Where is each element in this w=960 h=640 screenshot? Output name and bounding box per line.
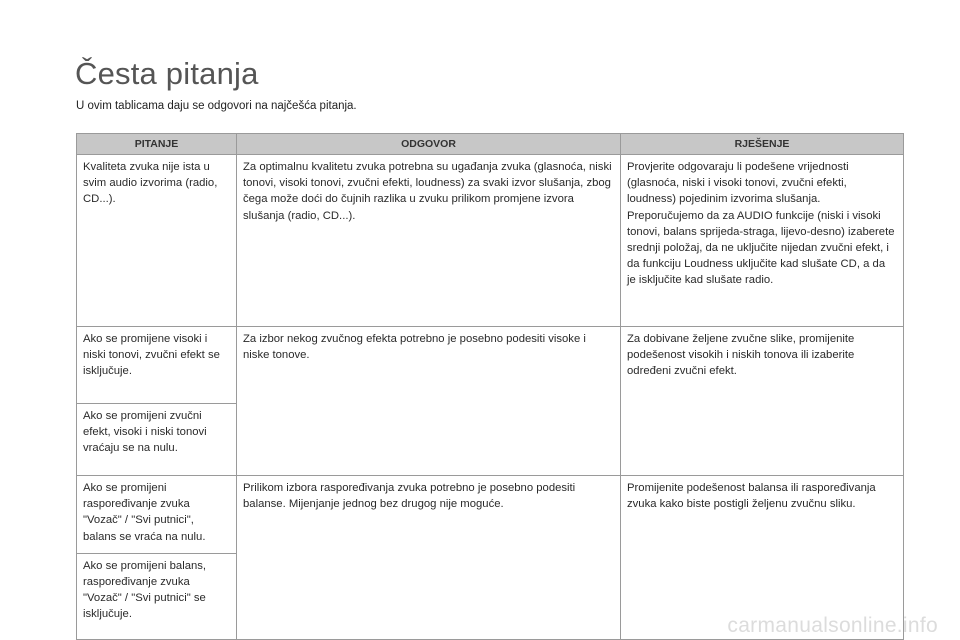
table-header-row: [77, 134, 904, 155]
column-header-answer: ODGOVOR: [237, 134, 621, 155]
question-cell: Ako se promijeni raspoređivanje zvuka "Vozač" / "Svi putnici", balans se vraća na nulu.: [77, 476, 237, 554]
watermark-text: carmanualsonline.info: [727, 614, 938, 637]
table-row: [77, 155, 904, 327]
column-header-solution: RJEŠENJE: [621, 134, 904, 155]
table-row: [77, 476, 904, 554]
question-cell: Ako se promijeni balans, raspoređivanje zvuka "Vozač" / "Svi putnici" se isključuje.: [77, 553, 237, 639]
question-cell: Ako se promijeni zvučni efekt, visoki i niski tonovi vraćaju se na nulu.: [77, 404, 237, 476]
page-title: Česta pitanja: [75, 56, 259, 91]
answer-cell: Prilikom izbora raspoređivanja zvuka potrebno je posebno podesiti balanse. Mijenjanje jednog bez drugog nije moguće.: [237, 476, 621, 640]
faq-table: [76, 133, 904, 640]
answer-cell: Za izbor nekog zvučnog efekta potrebno je posebno podesiti visoke i niske tonove.: [237, 327, 621, 476]
solution-cell: Za dobivane željene zvučne slike, promijenite podešenost visokih i niskih tonova ili izaberite određeni zvučni efekt.: [621, 327, 904, 476]
solution-cell: Provjerite odgovaraju li podešene vrijednosti (glasnoća, niski i visoki tonovi, zvučni efekti, loudness) pojedinim izvorima slušanja. Preporučujemo da za AUDIO funkcije (niski i visoki tonovi, balans sprijeda-straga, lijevo-desno) izaberete srednji položaj, da ne uključite nijedan zvučni efekt, i da funkciju Loudness uključite kad slušate CD, a da je isključite kad slušate radio.: [621, 155, 904, 327]
page-subtitle: U ovim tablicama daju se odgovori na najčešća pitanja.: [76, 100, 357, 112]
column-header-question: PITANJE: [77, 134, 237, 155]
answer-cell: Za optimalnu kvalitetu zvuka potrebna su ugađanja zvuka (glasnoća, niski tonovi, visoki tonovi, zvučni efekti, loudness) za svaki izvor slušanja, zbog čega može doći do čujnih razlika u zvuku prilikom promjene izvora slušanja (radio, CD...).: [237, 155, 621, 327]
question-cell: Ako se promijene visoki i niski tonovi, zvučni efekt se isključuje.: [77, 327, 237, 404]
question-cell: Kvaliteta zvuka nije ista u svim audio izvorima (radio, CD...).: [77, 155, 237, 327]
solution-cell: Promijenite podešenost balansa ili raspoređivanja zvuka kako biste postigli željenu zvučnu sliku.: [621, 476, 904, 640]
table-row: [77, 327, 904, 404]
